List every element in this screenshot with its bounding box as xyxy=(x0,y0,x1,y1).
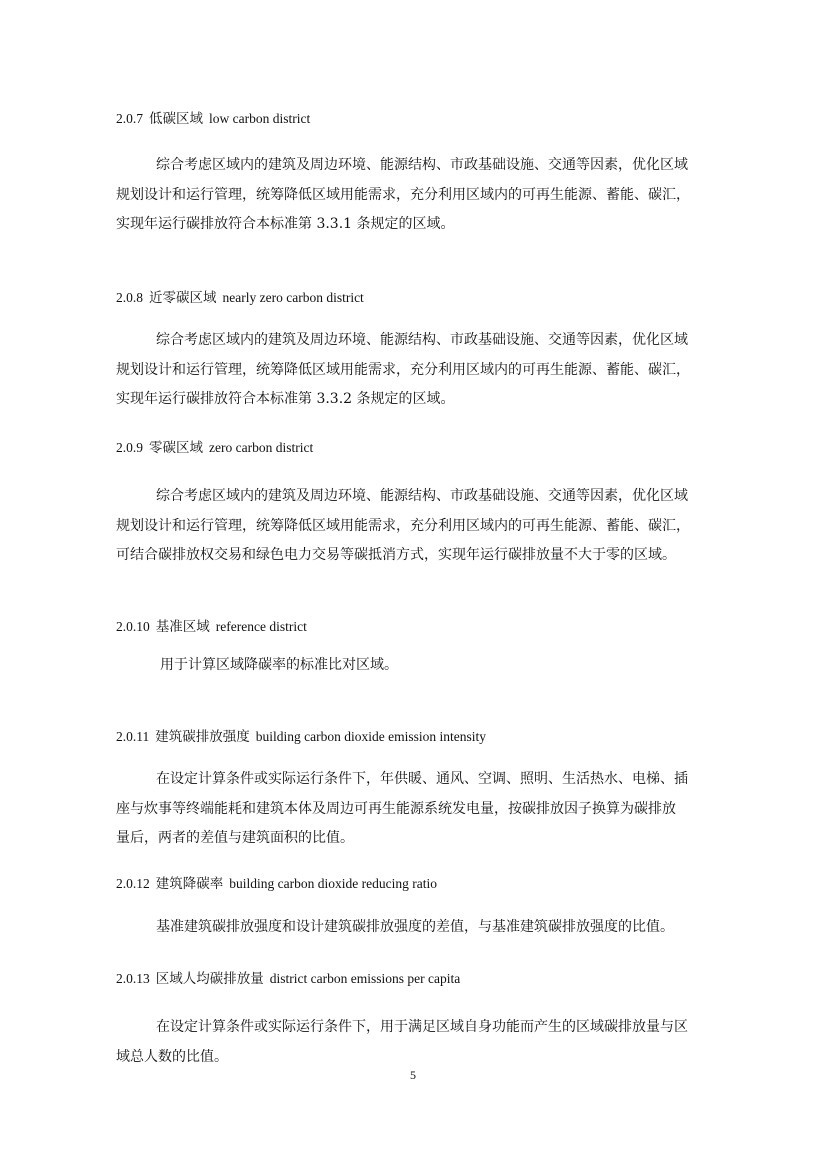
term-number: 2.0.11 xyxy=(116,729,150,744)
definition-line: 综合考虑区域内的建筑及周边环境、能源结构、市政基础设施、交通等因素，优化区域 xyxy=(156,488,688,504)
term-number: 2.0.12 xyxy=(116,876,150,891)
definition-line: 可结合碳排放权交易和绿色电力交易等碳抵消方式，实现年运行碳排放量不大于零的区域。 xyxy=(116,547,676,563)
definition-line: 规划设计和运行管理，统筹降低区域用能需求，充分利用区域内的可再生能源、蓄能、碳汇， xyxy=(116,361,690,378)
definition-line: 规划设计和运行管理，统筹降低区域用能需求，充分利用区域内的可再生能源、蓄能、碳汇， xyxy=(116,186,690,203)
definition-line: 座与炊事等终端能耗和建筑本体及周边可再生能源系统发电量，按碳排放因子换算为碳排放 xyxy=(116,800,676,817)
term-zh-title: 建筑降碳率 xyxy=(155,876,224,892)
term-en-title: zero carbon district xyxy=(209,440,314,455)
definition-line: 量后，两者的差值与建筑面积的比值。 xyxy=(116,830,354,846)
term-en-title: low carbon district xyxy=(209,111,311,126)
term-definition-2-0-13 xyxy=(116,1013,714,1072)
term-en-title: reference district xyxy=(215,619,307,634)
term-definition-2-0-12 xyxy=(116,913,714,943)
page-number: 5 xyxy=(410,1068,416,1082)
term-zh-title: 区域人均碳排放量 xyxy=(155,971,264,987)
term-heading-2-0-7 xyxy=(116,110,310,128)
definition-line: 综合考虑区域内的建筑及周边环境、能源结构、市政基础设施、交通等因素，优化区域 xyxy=(156,157,688,173)
term-zh-title: 近零碳区域 xyxy=(149,290,217,306)
definition-line: 在设定计算条件或实际运行条件下，用于满足区域自身功能而产生的区域碳排放量与区 xyxy=(156,1019,688,1035)
definition-line: 基准建筑碳排放强度和设计建筑碳排放强度的差值，与基准建筑碳排放强度的比值。 xyxy=(156,919,674,935)
term-number: 2.0.10 xyxy=(116,619,150,634)
term-en-title: nearly zero carbon district xyxy=(222,290,364,305)
term-heading-2-0-13 xyxy=(116,970,460,988)
term-number: 2.0.13 xyxy=(116,971,150,986)
definition-line: 实现年运行碳排放符合本标准第 3.3.1 条规定的区域。 xyxy=(116,216,455,232)
definition-line: 综合考虑区域内的建筑及周边环境、能源结构、市政基础设施、交通等因素，优化区域 xyxy=(156,332,688,348)
definition-line: 在设定计算条件或实际运行条件下，年供暖、通风、空调、照明、生活热水、电梯、插 xyxy=(156,771,688,787)
term-zh-title: 基准区域 xyxy=(155,619,210,635)
term-heading-2-0-9 xyxy=(116,439,313,457)
term-heading-2-0-10 xyxy=(116,618,307,636)
term-en-title: building carbon dioxide reducing ratio xyxy=(229,876,437,891)
term-definition-2-0-9 xyxy=(116,482,714,571)
term-heading-2-0-11 xyxy=(116,728,486,746)
definition-line: 用于计算区域降碳率的标准比对区域。 xyxy=(160,657,398,673)
term-definition-2-0-7 xyxy=(116,151,714,240)
term-definition-2-0-11 xyxy=(116,765,714,854)
term-heading-2-0-12 xyxy=(116,875,437,893)
term-en-title: district carbon emissions per capita xyxy=(269,971,461,986)
term-definition-2-0-10 xyxy=(116,651,714,681)
definition-line: 实现年运行碳排放符合本标准第 3.3.2 条规定的区域。 xyxy=(116,391,455,407)
term-zh-title: 低碳区域 xyxy=(149,111,203,127)
term-zh-title: 建筑碳排放强度 xyxy=(155,729,250,745)
term-number: 2.0.8 xyxy=(116,290,143,305)
term-en-title: building carbon dioxide emission intensity xyxy=(255,729,486,744)
term-heading-2-0-8 xyxy=(116,289,364,307)
term-definition-2-0-8 xyxy=(116,326,714,415)
term-number: 2.0.7 xyxy=(116,111,143,126)
definition-line: 域总人数的比值。 xyxy=(116,1048,228,1065)
term-number: 2.0.9 xyxy=(116,440,143,455)
term-zh-title: 零碳区域 xyxy=(149,440,203,456)
definition-line: 规划设计和运行管理，统筹降低区域用能需求，充分利用区域内的可再生能源、蓄能、碳汇， xyxy=(116,517,690,534)
